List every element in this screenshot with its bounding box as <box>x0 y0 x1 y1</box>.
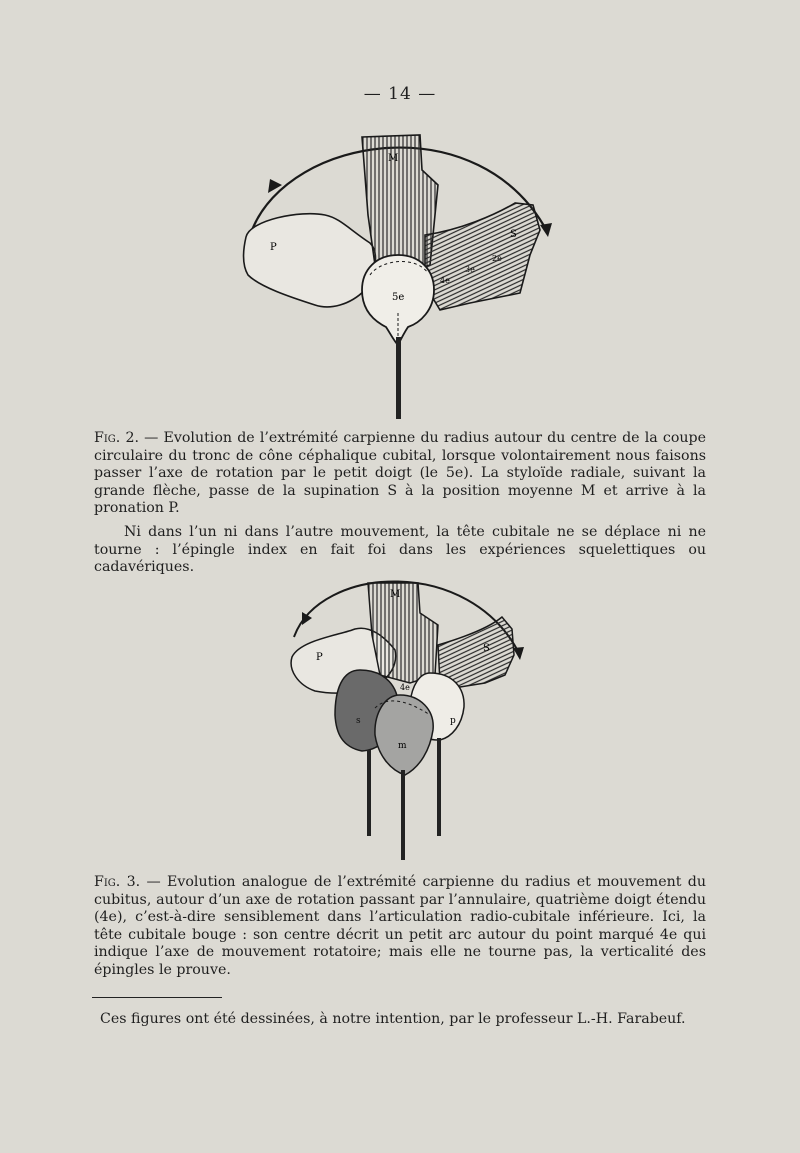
page-number: — 14 — <box>363 84 437 104</box>
figure-3-caption <box>94 874 706 980</box>
figure-3-illustration <box>280 565 540 865</box>
footnote: Ces figures ont été dessinées, à notre intention, par le professeur L.-H. Farabeuf. <box>100 1011 686 1027</box>
arc-arrowhead-right <box>513 647 524 660</box>
figure-2-caption <box>94 430 706 577</box>
fig3-label-m: M <box>390 589 401 600</box>
index-pin <box>396 337 401 419</box>
figure-3-caption-text: — Evolution analogue de l’extrémité carpienne du radius et mouvement du cubitus, autour d’un axe de rotation passant par l’annulaire, quatrième doigt étendu (4e), c’est-à-dire sensiblement dans l’articulation radio-cubitale inférieure. Ici, la tête cubitale bouge : son centre décrit un petit arc autour du point marqué 4e qui indique l’axe de mouvement rotatoire; mais elle ne tourne pas, la verticalité des épingles le prouve. <box>94 874 706 978</box>
fig2-label-4: 4e <box>440 276 450 285</box>
fig3-label-s: S <box>483 643 490 654</box>
fig2-label-center: 5e <box>392 292 405 303</box>
ulnar-head-m <box>375 695 433 775</box>
fig3-label-p-small: p <box>450 716 456 726</box>
fig2-label-2: 2e <box>492 254 502 263</box>
fig3-label-p: P <box>316 652 323 663</box>
pin-m <box>401 770 405 860</box>
shape-s <box>425 203 540 310</box>
shape-s <box>438 617 514 687</box>
fig3-label-s-small: s <box>356 716 361 726</box>
fig2-label-s: S <box>510 229 517 240</box>
figure-2-paragraph: Ni dans l’un ni dans l’autre mouvement, la tête cubitale ne se déplace ni ne tourne : l’épingle index en fait foi dans les expériences squelettiques ou cadavériques. <box>94 523 706 576</box>
footnote-rule <box>92 997 222 998</box>
pin-s <box>367 750 371 836</box>
figure-2-caption-text: — Evolution de l’extrémité carpienne du radius autour du centre de la coupe circulaire du tronc de cône céphalique cubital, lorsque volontairement nous faisons passer l’axe de rotation par le petit doigt (le 5e). La styloïde radiale, suivant la grande flèche, passe de la supination S à la position moyenne M et arrive à la pronation P. <box>94 430 706 517</box>
fig2-label-p: P <box>270 242 277 253</box>
fig3-label-center: 4e <box>400 683 410 692</box>
arc-arrowhead-right <box>540 223 552 237</box>
figure-2-illustration <box>230 115 570 430</box>
fig2-label-3: 3e <box>465 265 475 274</box>
figure-2-label: Fig. 2. <box>94 430 139 446</box>
figure-3-label: Fig. 3. <box>94 874 141 890</box>
fig2-label-m: M <box>388 153 399 164</box>
pin-p <box>437 738 441 836</box>
shape-p <box>244 214 376 307</box>
shape-m <box>368 583 438 683</box>
fig3-label-m-small: m <box>398 741 407 751</box>
